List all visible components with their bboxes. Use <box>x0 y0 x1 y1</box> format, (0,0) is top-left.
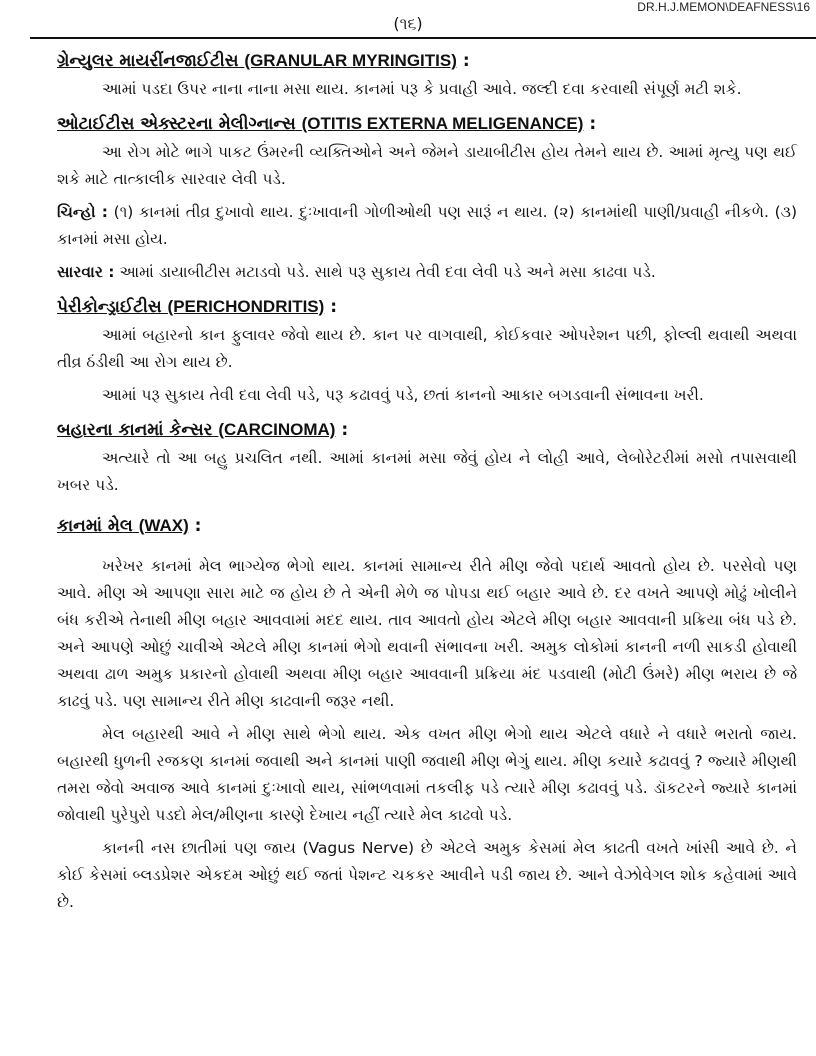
paragraph: આમાં બહારનો કાન ફુલાવર જેવો થાય છે. કાન પર વાગવાથી, કોઈકવાર ઓપરેશન પછી, ફોલ્લી થવાથી અથવા તીવ્ર ઠંડીથી આ રોગ થાય છે. <box>57 326 797 371</box>
heading-gujarati: બહારના કાનમાં કેન્સર <box>57 420 213 440</box>
heading-english: (PERICHONDRITIS) <box>167 297 325 316</box>
section-heading <box>57 109 797 139</box>
heading-colon: : <box>462 51 470 71</box>
paragraph: આમાં પડદા ઉપર નાના નાના મસા થાય. કાનમાં પરૂ કે પ્રવાહી આવે. જલ્દી દવા કરવાથી સંપૂર્ણ મટી શકે. <box>102 80 742 98</box>
document-body <box>57 42 797 922</box>
heading-english: (CARCINOMA) <box>218 420 336 439</box>
signs-text: (૧) કાનમાં તીવ્ર દુખાવો થાય. દુઃખાવાની ગોળીઓથી પણ સારૂં ન થાય. (૨) કાનમાંથી પાણી/પ્રવાહી નીકળે. (૩) કાનમાં મસા હોય. <box>57 203 797 248</box>
signs-paragraph <box>57 199 797 253</box>
paragraph: અત્યારે તો આ બહુ પ્રચલિત નથી. આમાં કાનમાં મસા જેવું હોય ને લોહી આવે, લેબોરેટરીમાં મસો તપાસવાથી ખબર પડે. <box>57 449 797 494</box>
section-heading <box>57 292 797 322</box>
section-otitis-externa <box>57 109 797 286</box>
heading-gujarati: પેરીકોન્ડ્રાઈટીસ <box>57 297 162 317</box>
section-carcinoma <box>57 415 797 499</box>
heading-english: (GRANULAR MYRINGITIS) <box>244 51 457 70</box>
treatment-label: સારવાર : <box>57 263 115 281</box>
paragraph: કાનની નસ છાતીમાં પણ જાય (Vagus Nerve) છે એટલે અમુક કેસમાં મેલ કાઢતી વખતે ખાંસી આવે છે. ને કોઈ કેસમાં બ્લડપ્રેશર એકદમ ઓછું થઈ જતાં પેશન્ટ ચકકર આવીને પડી જાય છે. આને વેઝોવેગલ શોક કહેવામાં આવે છે. <box>57 839 797 911</box>
paragraph: આ રોગ મોટે ભાગે પાકટ ઉંમરની વ્યક્તિઓને અને જેમને ડાયાબીટીસ હોય તેમને થાય છે. આમાં મૃત્યુ પણ થઈ શકે માટે તાત્કાલીક સારવાર લેવી પડે. <box>57 143 797 188</box>
heading-gujarati: ઓટાઈટીસ એક્સ્ટરના મેલીગ્નાન્સ <box>57 114 296 134</box>
heading-gujarati: કાનમાં મેલ <box>57 516 133 536</box>
heading-colon: : <box>341 420 349 440</box>
heading-colon: : <box>330 297 338 317</box>
section-wax <box>57 511 797 916</box>
section-granular-myringitis <box>57 46 797 103</box>
heading-gujarati: ગ્રેન્યુલર માયરીંનજાઈટીસ <box>57 51 239 71</box>
heading-colon: : <box>589 114 597 134</box>
heading-colon: : <box>194 516 202 536</box>
treatment-paragraph <box>57 259 797 286</box>
section-perichondritis <box>57 292 797 409</box>
heading-english: (OTITIS EXTERNA MELIGENANCE) <box>301 114 584 133</box>
treatment-text: આમાં ડાયાબીટીસ મટાડવો પડે. સાથે પરૂ સુકાય તેવી દવા લેવી પડે અને મસા કાઢવા પડે. <box>119 263 656 281</box>
section-heading <box>57 415 797 445</box>
page-number: (૧૬) <box>393 14 423 33</box>
header-rule <box>30 37 816 39</box>
heading-english: (WAX) <box>138 516 189 535</box>
paragraph: આમાં પરૂ સુકાય તેવી દવા લેવી પડે, પરૂ કઢાવવું પડે, છતાં કાનનો આકાર બગડવાની સંભાવના ખરી. <box>102 386 704 404</box>
paragraph: મેલ બહારથી આવે ને મીણ સાથે ભેગો થાય. એક વખત મીણ ભેગો થાય એટલે વધારે ને વધારે ભરાતો જાય. બહારથી ધુળની રજકણ કાનમાં જવાથી અને કાનમાં પાણી જવાથી મીણ ભેગું થાય. મીણ કયારે કઢાવવું ? જ્યારે મીણથી તમરા જેવો અવાજ આવે કાનમાં દુઃખાવો થાય, સાંભળવામાં તકલીફ પડે ત્યારે મીણ કઢાવવું પડે. ડૉકટરને જ્યારે કાનમાં જોવાથી પુરેપુરો પડદો મેલ/મીણના કારણે દેખાય નહીં ત્યારે મેલ કાઢવો પડે. <box>57 725 797 824</box>
signs-label: ચિન્હો : <box>57 203 108 221</box>
paragraph: ખરેખર કાનમાં મેલ ભાગ્યેજ ભેગો થાય. કાનમાં સામાન્ય રીતે મીણ જેવો પદાર્થ આવતો હોય છે. પરસેવો પણ આવે. મીણ એ આપણા સારા માટે જ હોય છે તે એની મેળે જ પોપડા થઈ બહાર આવે છે. દર વખતે આપણે મોઢું ખોલીને બંધ કરીએ તેનાથી મીણ બહાર આવવામાં મદદ થાય. તાવ આવતો હોય એટલે મીણ બહાર આવવાની પ્રક્રિયા બંધ પડે છે. અને આપણે ઓછું ચાવીએ એટલે મીણ કાનમાં ભેગો થવાની સંભાવના ખરી. અમુક લોકોમાં કાનની નળી સાકડી હોવાથી અથવા ઢાળ અમુક પ્રકારનો હોવાથી અથવા મીણ બહાર આવવાની પ્રક્રિયા મંદ પડવાથી (મોટી ઉંમરે) મીણ ભરાય છે જે કાઢવું પડે. પણ સામાન્ય રીતે મીણ કાઢવાની જરૂર નથી. <box>57 557 797 710</box>
section-heading <box>57 46 797 76</box>
section-heading <box>57 511 797 541</box>
running-head: DR.H.J.MEMON\DEAFNESS\16 <box>637 0 810 14</box>
